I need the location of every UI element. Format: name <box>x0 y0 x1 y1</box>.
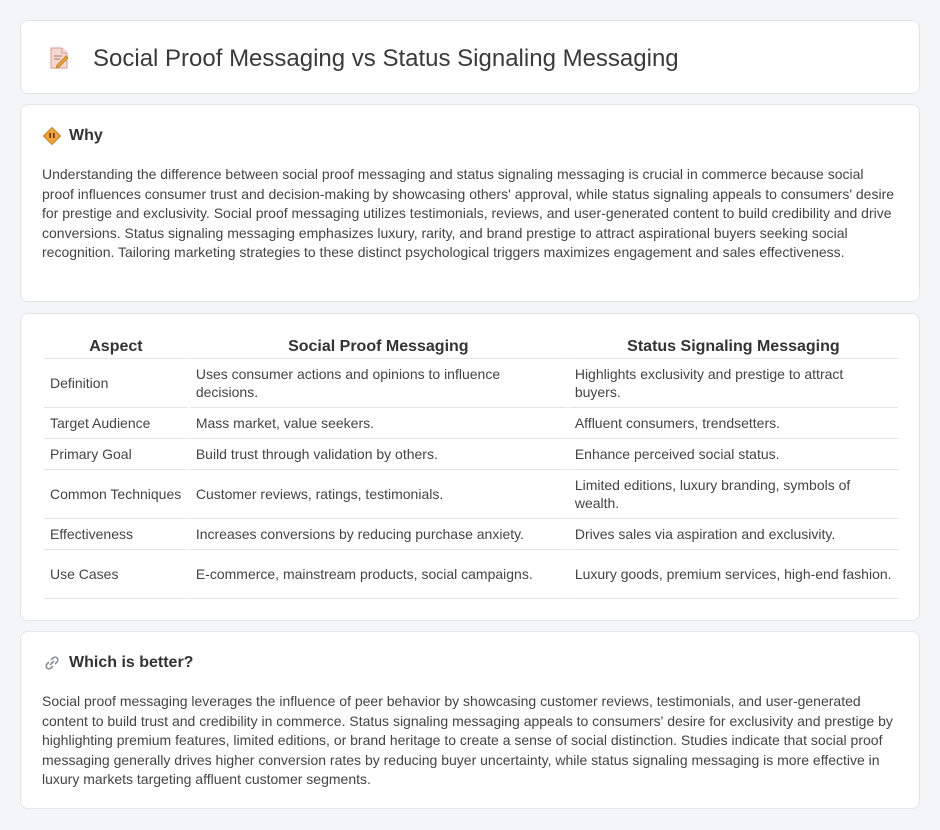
why-text: Understanding the difference between social proof messaging and status signaling messaging is crucial in commerce because social proof influences consumer trust and decision-making by showcasing others' approval, while status signaling appeals to consumers' desire for prestige and exclusivity. Social proof messaging utilizes testimonials, reviews, and user-generated content to build credibility and drive conversions. Status signaling messaging emphasizes luxury, rarity, and brand prestige to attract aspirational buyers seeking social recognition. Tailoring marketing strategies to these distinct psychological triggers maximizes engagement and sales effectiveness. <box>42 166 895 260</box>
why-heading-row <box>43 127 103 145</box>
status-signaling-cell: Limited editions, luxury branding, symbols of wealth. <box>569 470 898 519</box>
better-heading: Which is better? <box>69 654 194 671</box>
aspect-cell: Common Techniques <box>44 470 188 519</box>
social-proof-cell: Mass market, value seekers. <box>190 408 567 439</box>
why-section <box>20 104 920 302</box>
social-proof-cell: Increases conversions by reducing purchase anxiety. <box>190 519 567 550</box>
aspect-cell: Definition <box>44 359 188 408</box>
aspect-cell: Primary Goal <box>44 439 188 470</box>
table-row <box>44 519 898 550</box>
column-header: Social Proof Messaging <box>190 335 567 359</box>
diamond-warning-icon <box>43 127 61 145</box>
link-icon <box>43 654 61 672</box>
title-card <box>20 20 920 94</box>
table-row <box>44 550 898 599</box>
aspect-cell: Use Cases <box>44 550 188 599</box>
status-signaling-cell: Affluent consumers, trendsetters. <box>569 408 898 439</box>
aspect-cell: Target Audience <box>44 408 188 439</box>
social-proof-cell: Customer reviews, ratings, testimonials. <box>190 470 567 519</box>
document-edit-icon <box>48 46 70 70</box>
better-text: Social proof messaging leverages the influence of peer behavior by showcasing customer reviews, testimonials, and user-generated content to build trust and credibility in commerce. Status signaling messaging appeals to consumers' desire for exclusivity and prestige by highlighting premium features, limited editions, or brand heritage to create a sense of social distinction. Studies indicate that social proof messaging generally drives higher conversion rates by reducing buyer uncertainty, while status signaling messaging is more effective in luxury markets targeting affluent customer segments. <box>42 693 893 787</box>
comparison-table <box>42 335 900 599</box>
better-heading-row <box>43 654 193 672</box>
status-signaling-cell: Highlights exclusivity and prestige to attract buyers. <box>569 359 898 408</box>
status-signaling-cell: Enhance perceived social status. <box>569 439 898 470</box>
which-is-better-section <box>20 631 920 809</box>
page-title: Social Proof Messaging vs Status Signaling Messaging <box>93 45 679 72</box>
table-row <box>44 439 898 470</box>
social-proof-cell: E-commerce, mainstream products, social campaigns. <box>190 550 567 599</box>
aspect-cell: Effectiveness <box>44 519 188 550</box>
social-proof-cell: Build trust through validation by others. <box>190 439 567 470</box>
status-signaling-cell: Luxury goods, premium services, high-end fashion. <box>569 550 898 599</box>
table-row <box>44 408 898 439</box>
table-row <box>44 359 898 408</box>
table-row <box>44 470 898 519</box>
comparison-section <box>20 313 920 621</box>
social-proof-cell: Uses consumer actions and opinions to influence decisions. <box>190 359 567 408</box>
why-heading: Why <box>69 127 103 144</box>
status-signaling-cell: Drives sales via aspiration and exclusivity. <box>569 519 898 550</box>
table-header-row <box>44 335 898 359</box>
column-header: Status Signaling Messaging <box>569 335 898 359</box>
column-header: Aspect <box>44 335 188 359</box>
